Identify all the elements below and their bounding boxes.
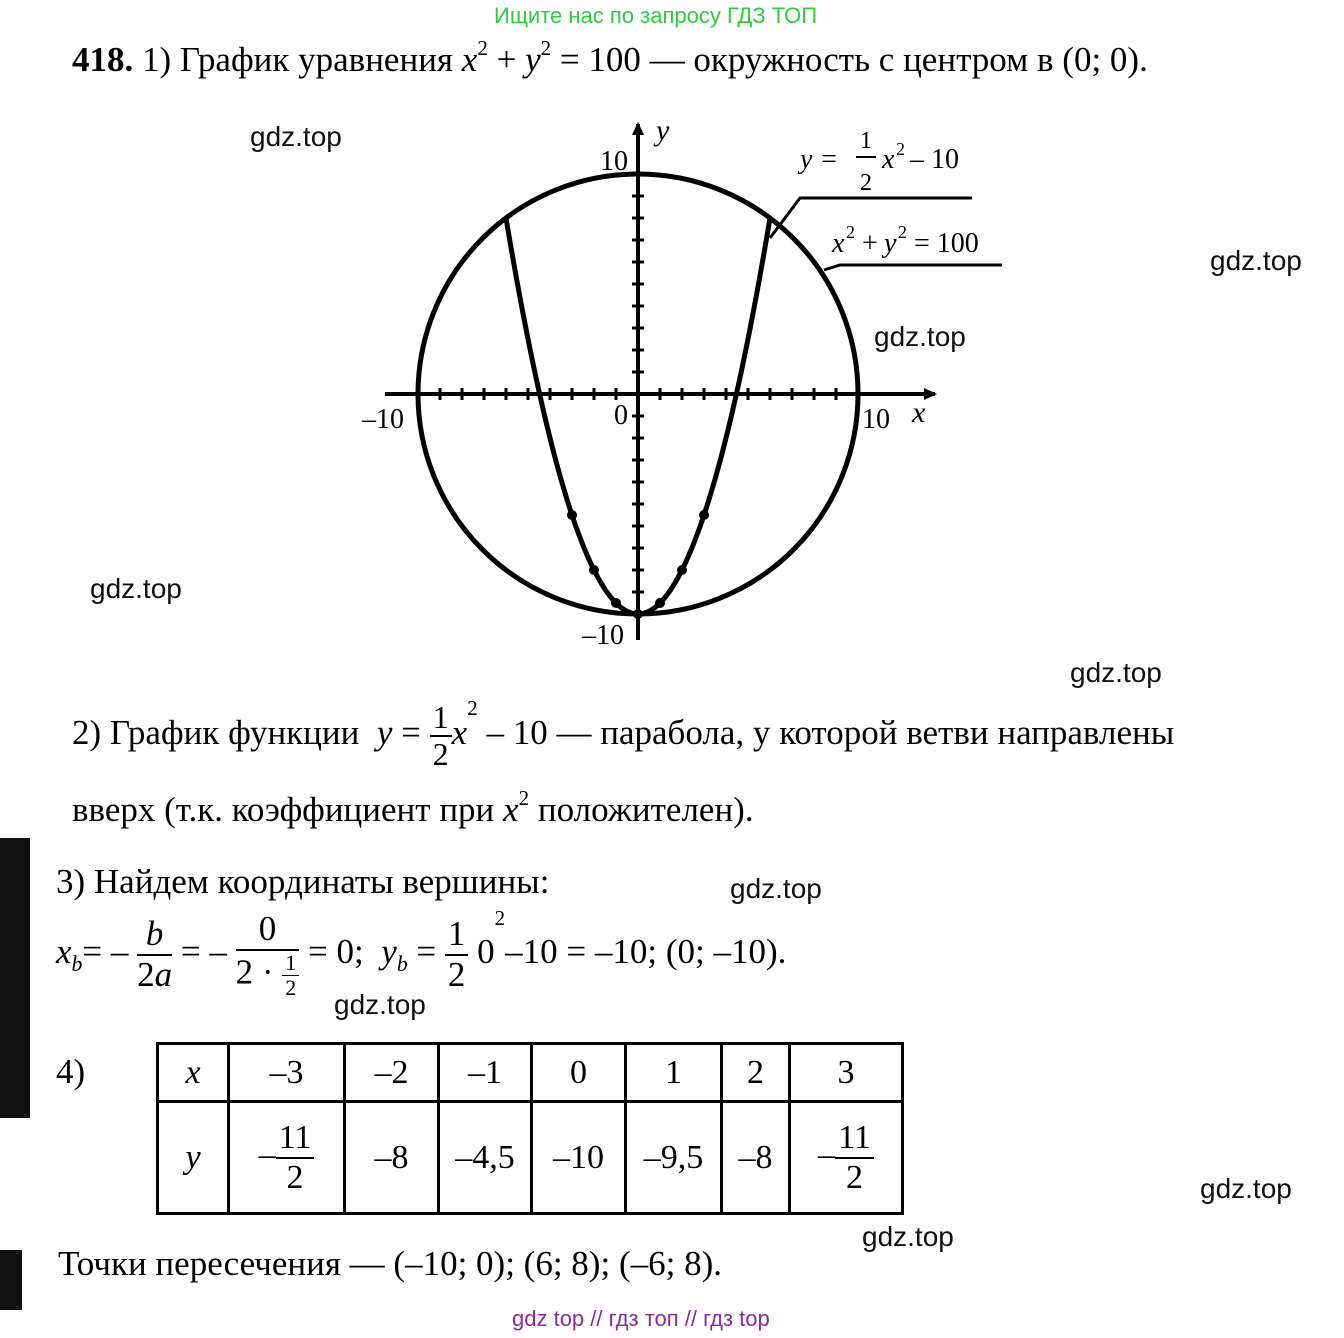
- table-cell: –2: [345, 1044, 439, 1102]
- parabola-label: [797, 128, 959, 196]
- parabola-point: [677, 565, 687, 575]
- label-y-bottom: –10: [582, 620, 624, 651]
- fraction-half-2: $\frac{1}{2}$: [445, 915, 469, 994]
- parabola-point: [589, 565, 599, 575]
- svg-text:1: 1: [860, 128, 872, 154]
- footer-text: gdz top // гдз топ // гдз top: [512, 1306, 770, 1331]
- svg-text:– 10: – 10: [910, 144, 959, 175]
- table-cell: –3: [229, 1044, 345, 1102]
- fraction-b-2a: $\frac{b}{2a}$: [137, 914, 173, 994]
- fraction-half: $\frac{1}{2}$: [430, 700, 452, 772]
- svg-text:+: +: [862, 228, 878, 259]
- parabola-point: [611, 598, 621, 608]
- table-cell: x: [158, 1044, 229, 1102]
- watermark: gdz.top: [1070, 657, 1162, 688]
- scan-edge-bar: [0, 838, 30, 1118]
- watermark: gdz.top: [1200, 1173, 1292, 1204]
- circle-equation: $x^2 + y^2 = 100$: [461, 36, 641, 79]
- vertex-x-tail: = 0;: [308, 931, 364, 971]
- parabola-point: [633, 609, 643, 619]
- table-row: [158, 1044, 903, 1102]
- fraction-0: 0 2 · $\frac{1}{2}$: [236, 910, 300, 1000]
- graph: [330, 110, 1050, 670]
- table-cell: –8: [722, 1102, 790, 1214]
- part1-prefix: 1) График уравнения: [142, 40, 454, 79]
- watermark: gdz.top: [1210, 245, 1302, 276]
- values-table: [156, 1042, 904, 1215]
- vertex-formula: $x_b=$ – $\frac{b}{2a}$ = – 0 2 · $\frac{1}{2}$ = 0; $y_b$ = $\frac{1}{2}$ $0^2-10 = -10$; (0; –10).: [56, 906, 787, 1000]
- table-row: [158, 1102, 903, 1214]
- table-cell: – $\frac{11}{2}$: [790, 1102, 903, 1214]
- svg-text:x: x: [832, 228, 845, 259]
- table-cell: – $\frac{11}{2}$: [229, 1102, 345, 1214]
- part2-line-1: 2) График функции y = $\frac{1}{2}$ $x^2 - 10$ — парабола, у которой ветви направлены: [72, 696, 1175, 773]
- part4-label: 4): [56, 1052, 86, 1091]
- part2-line-2: вверх (т.к. коэффициент при $x^2$ положителен).: [72, 786, 754, 829]
- conclusion: Точки пересечения — (–10; 0); (6; 8); (–6; 8).: [58, 1244, 722, 1283]
- watermark: gdz.top: [250, 121, 342, 152]
- search-hint: Ищите нас по запросу ГДЗ ТОП: [494, 3, 818, 28]
- watermark: gdz.top: [862, 1221, 954, 1252]
- svg-text:x: x: [882, 144, 895, 175]
- table-cell: 1: [626, 1044, 722, 1102]
- parabola-point: [567, 510, 577, 520]
- circle-label: [831, 222, 979, 259]
- table-cell: –8: [345, 1102, 439, 1214]
- label-y-top: 10: [600, 146, 628, 177]
- table-cell: –9,5: [626, 1102, 722, 1214]
- problem-number: 418.: [72, 40, 134, 79]
- problem-line-1: [72, 36, 1148, 80]
- part1-suffix: — окружность с центром в (0; 0).: [649, 40, 1148, 79]
- y-axis-label: y: [656, 114, 670, 147]
- table-cell: –1: [439, 1044, 532, 1102]
- svg-text:2: 2: [860, 170, 872, 196]
- watermark: gdz.top: [730, 873, 822, 904]
- watermark: gdz.top: [334, 989, 426, 1020]
- part3-title: 3) Найдем координаты вершины:: [56, 862, 550, 901]
- svg-text:2: 2: [846, 222, 855, 242]
- table-cell: –4,5: [439, 1102, 532, 1214]
- circle-label-leader: [824, 265, 1002, 270]
- part2-line2-a: вверх (т.к. коэффициент при: [72, 790, 495, 829]
- label-x-right: 10: [862, 404, 890, 435]
- table-cell: 2: [722, 1044, 790, 1102]
- parabola-point: [699, 510, 709, 520]
- part2-suffix: — парабола, у которой ветви направлены: [556, 713, 1175, 753]
- parabola-point: [655, 598, 665, 608]
- svg-text:2: 2: [898, 222, 907, 242]
- part2-line2-b: положителен).: [537, 790, 754, 829]
- scan-edge-bar: [0, 1250, 22, 1310]
- svg-text:= 100: = 100: [914, 228, 979, 259]
- part2-prefix: 2) График функции: [72, 713, 360, 753]
- svg-text:2: 2: [896, 139, 905, 159]
- table-cell: 3: [790, 1044, 903, 1102]
- svg-text:y =: y =: [800, 144, 839, 175]
- svg-text:y: y: [884, 228, 897, 259]
- origin-label: 0: [614, 400, 628, 431]
- watermark: gdz.top: [874, 321, 966, 352]
- table-cell: –10: [532, 1102, 626, 1214]
- watermark: gdz.top: [90, 573, 182, 604]
- x-axis-label: x: [912, 396, 926, 429]
- table-cell: y: [158, 1102, 229, 1214]
- label-x-left: –10: [362, 404, 404, 435]
- table-cell: 0: [532, 1044, 626, 1102]
- vertex-y-tail: –10 = –10; (0; –10).: [505, 931, 787, 971]
